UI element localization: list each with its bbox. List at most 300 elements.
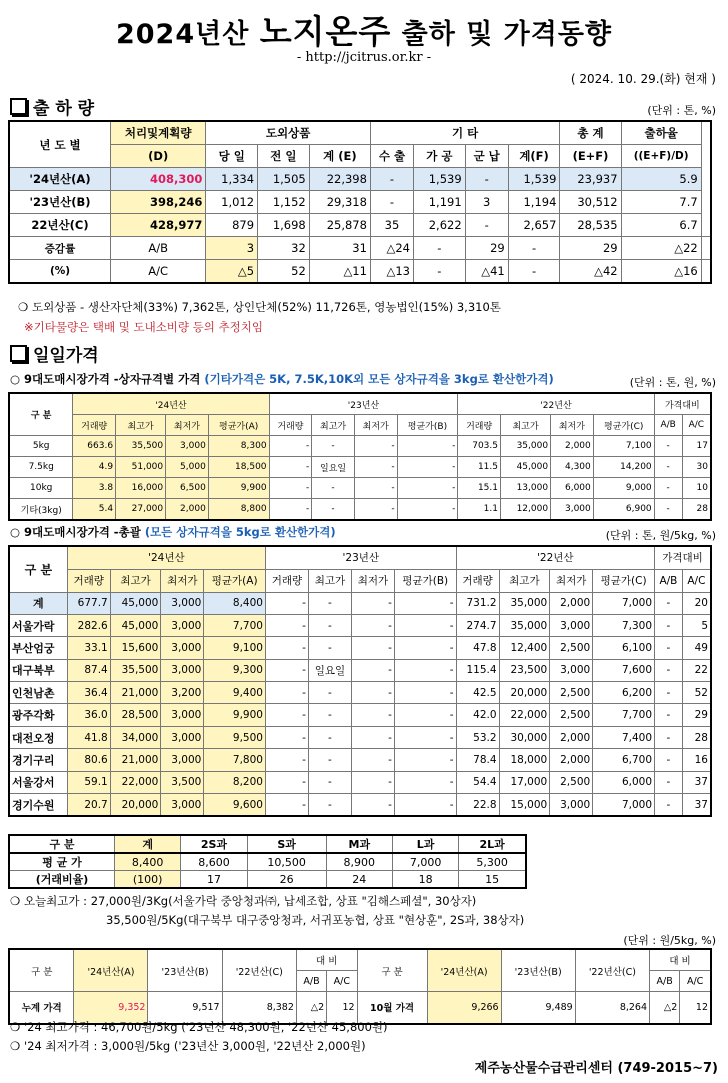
table-cell: 3,200 xyxy=(161,682,204,704)
table-cell: - xyxy=(397,457,458,478)
col-plan-d: (D) xyxy=(111,145,206,168)
table-cell: A/B xyxy=(111,237,206,260)
table-cell: 731.2 xyxy=(456,592,499,614)
col-year: 년 도 별 xyxy=(9,121,111,168)
table-cell: 거래량 xyxy=(458,415,501,436)
table-cell: 2,000 xyxy=(551,436,594,457)
table-cell: 최고가 xyxy=(308,569,351,592)
table-cell: 최고가 xyxy=(501,415,551,436)
table-cell: 18 xyxy=(392,871,458,889)
cumulative-price-table xyxy=(8,948,712,1025)
table-cell: △42 xyxy=(560,260,621,284)
col-gagong: 가 공 xyxy=(413,145,465,168)
table-cell: - xyxy=(655,614,683,636)
table-cell: 8,400 xyxy=(114,853,180,871)
header-row xyxy=(9,393,711,415)
table-cell: - xyxy=(654,478,682,499)
box-price-title: ○ 9대도매시장가격 -상자규격별 가격 (기타가격은 5K, 7.5K,10K외 모든 상자규격을 3kg로 환산한가격) xyxy=(10,372,554,386)
table-cell: 59.1 xyxy=(67,771,110,793)
table-cell: 35,000 xyxy=(499,614,550,636)
min-price-note: ❍ '24 최저가격 : 3,000원/5kg ('23년산 3,000원, '22년산 2,000원) xyxy=(10,1039,366,1053)
table-cell: 35,000 xyxy=(499,592,550,614)
table-cell: 879 xyxy=(206,214,258,237)
size-price-table xyxy=(8,834,527,889)
table-cell: A/B xyxy=(655,569,683,592)
table-cell: 9,100 xyxy=(204,637,266,659)
table-cell: 거래량 xyxy=(456,569,499,592)
market-price-table xyxy=(8,545,712,817)
table-cell: - xyxy=(312,499,355,521)
table-cell: 22,398 xyxy=(309,168,370,191)
table-cell: - xyxy=(265,592,308,614)
table-cell: 20,000 xyxy=(110,794,161,817)
table-cell: 2,500 xyxy=(550,771,593,793)
table-cell: 9,352 xyxy=(74,992,148,1024)
table-row xyxy=(9,637,711,659)
table-cell: 5.9 xyxy=(621,168,701,191)
table-cell: 일요일 xyxy=(312,457,355,478)
table-cell: 52 xyxy=(682,682,711,704)
table-cell: 28 xyxy=(682,726,711,748)
table-cell: 33.1 xyxy=(67,637,110,659)
table-cell: 7.5kg xyxy=(9,457,73,478)
table-cell: 구 분 xyxy=(9,949,74,992)
table-cell: 18,500 xyxy=(208,457,269,478)
table-row xyxy=(9,436,711,457)
table-cell: 구 분 xyxy=(9,393,73,436)
table-cell: - xyxy=(508,237,560,260)
table-row xyxy=(9,749,711,771)
col-dowoe: 도외상품 xyxy=(206,121,371,145)
table-cell: '24년산 xyxy=(67,546,265,569)
col-rate-f: ((E+F)/D) xyxy=(621,145,701,168)
table-cell: 3,000 xyxy=(551,499,594,521)
table-cell: - xyxy=(265,637,308,659)
table-cell: 17 xyxy=(181,871,247,889)
table-cell: - xyxy=(308,794,351,817)
table-cell: 7,600 xyxy=(593,659,655,681)
table-cell: - xyxy=(655,592,683,614)
table-cell: 1,152 xyxy=(258,191,310,214)
table-cell: 7,800 xyxy=(204,749,266,771)
table-cell: 서울강서 xyxy=(9,771,67,793)
table-cell: - xyxy=(394,682,456,704)
table-cell: - xyxy=(394,704,456,726)
table-cell: '23년산 xyxy=(269,393,458,415)
table-cell: 115.4 xyxy=(456,659,499,681)
table-row xyxy=(9,614,711,636)
table-cell: '22년산 xyxy=(458,393,654,415)
max-price-note: ❍ '24 최고가격 : 46,700원/5kg ('23년산 48,300원, '22년산 45,800원) xyxy=(10,1020,388,1034)
table-cell: 45,000 xyxy=(110,614,161,636)
table-cell: 대 비 xyxy=(296,949,357,971)
table-cell: 7,300 xyxy=(593,614,655,636)
table-cell: 13,000 xyxy=(501,478,551,499)
table-cell: - xyxy=(654,457,682,478)
table-cell: 1,539 xyxy=(413,168,465,191)
table-cell: 7,700 xyxy=(593,704,655,726)
table-cell: 51,000 xyxy=(116,457,166,478)
table-cell: - xyxy=(265,682,308,704)
table-cell: 1,191 xyxy=(413,191,465,214)
table-cell: 4,300 xyxy=(551,457,594,478)
table-cell: 37 xyxy=(682,771,711,793)
table-cell: - xyxy=(370,168,413,191)
table-cell: 22.8 xyxy=(456,794,499,817)
table-cell: 8,900 xyxy=(326,853,392,871)
table-cell: 평균가(C) xyxy=(593,415,654,436)
table-cell: 평균가(A) xyxy=(204,569,266,592)
table-cell: 4.9 xyxy=(73,457,116,478)
table-cell: 36.4 xyxy=(67,682,110,704)
table-cell: 8,382 xyxy=(222,992,296,1024)
table-cell: - xyxy=(654,499,682,521)
col-suchul: 수 출 xyxy=(370,145,413,168)
table-cell: 1,505 xyxy=(258,168,310,191)
table-cell: 32 xyxy=(258,237,310,260)
site-url[interactable]: - http://jcitrus.or.kr - xyxy=(296,50,432,65)
table-cell: 3 xyxy=(206,237,258,260)
today-max-note-2: 35,500원/5Kg(대구북부 대구중앙청과, 서귀포농협, 상표 "현상훈", 2S과, 38상자) xyxy=(106,913,525,927)
table-cell: '23년산(B) xyxy=(9,191,111,214)
table-cell: 최저가 xyxy=(351,569,394,592)
table-cell: 15 xyxy=(459,871,526,889)
daily-heading: 일일가격 xyxy=(10,341,99,366)
table-cell: '23년산(B) xyxy=(148,949,222,992)
table-cell: - xyxy=(354,478,397,499)
table-cell: 80.6 xyxy=(67,749,110,771)
table-cell: 7,700 xyxy=(204,614,266,636)
table-row xyxy=(9,592,711,614)
table-cell: - xyxy=(308,726,351,748)
table-cell: 5kg xyxy=(9,436,73,457)
table-cell: 가격대비 xyxy=(654,393,711,415)
table-cell: - xyxy=(351,592,394,614)
table-cell: 9,300 xyxy=(204,659,266,681)
table-cell: (거래비율) xyxy=(9,871,114,889)
table-cell: 3,000 xyxy=(550,794,593,817)
table-cell: 10월 가격 xyxy=(357,992,427,1024)
table-cell: 경기구리 xyxy=(9,749,67,771)
table-cell: 45,000 xyxy=(110,592,161,614)
table-cell: 평 균 가 xyxy=(9,853,114,871)
table-cell: 20.7 xyxy=(67,794,110,817)
table-cell: 최저가 xyxy=(161,569,204,592)
table-cell: A/C xyxy=(682,569,711,592)
table-row xyxy=(9,853,526,871)
table-cell: 677.7 xyxy=(67,592,110,614)
table-cell: - xyxy=(394,794,456,817)
table-cell: 3,000 xyxy=(161,794,204,817)
table-cell: L과 xyxy=(392,835,458,853)
table-row xyxy=(9,168,711,191)
table-cell: 1,334 xyxy=(206,168,258,191)
table-row xyxy=(9,214,711,237)
col-total: 총 계 xyxy=(560,121,621,145)
table-cell: 7.7 xyxy=(621,191,701,214)
table-cell: 3,000 xyxy=(161,749,204,771)
table-cell: '23년산 xyxy=(265,546,456,569)
table-cell: 28,535 xyxy=(560,214,621,237)
table-cell: - xyxy=(308,614,351,636)
table-cell: 10 xyxy=(682,478,711,499)
table-row xyxy=(9,704,711,726)
table-cell: 거래량 xyxy=(265,569,308,592)
table-cell: - xyxy=(655,794,683,817)
table-cell: 23,937 xyxy=(560,168,621,191)
table-cell: 5,300 xyxy=(459,853,526,871)
table-cell: - xyxy=(308,637,351,659)
table-cell: 9,500 xyxy=(204,726,266,748)
shipment-estimate-note: ※기타물량은 택배 및 도내소비량 등의 추정치임 xyxy=(24,320,263,334)
table-row xyxy=(9,237,711,260)
checkbox-icon xyxy=(10,98,27,115)
table-cell: 일요일 xyxy=(308,659,351,681)
table-cell: - xyxy=(354,499,397,521)
table-cell: 계 xyxy=(114,835,180,853)
table-cell: - xyxy=(269,436,312,457)
table-cell: 28 xyxy=(682,499,711,521)
table-cell: 10kg xyxy=(9,478,73,499)
table-cell: 최고가 xyxy=(312,415,355,436)
table-cell: 구 분 xyxy=(357,949,427,992)
table-cell: 거래량 xyxy=(269,415,312,436)
table-cell: △16 xyxy=(621,260,701,284)
table-cell: △13 xyxy=(370,260,413,284)
table-cell: 29,318 xyxy=(309,191,370,214)
table-cell: 5.4 xyxy=(73,499,116,521)
table-cell: 27,000 xyxy=(116,499,166,521)
table-cell: 구 분 xyxy=(9,546,67,592)
table-cell: - xyxy=(308,592,351,614)
table-cell: △5 xyxy=(206,260,258,284)
table-cell: - xyxy=(413,237,465,260)
table-row xyxy=(9,794,711,817)
table-cell: 1.1 xyxy=(458,499,501,521)
table-cell: 6,200 xyxy=(593,682,655,704)
table-cell: 광주각화 xyxy=(9,704,67,726)
table-cell: 428,977 xyxy=(111,214,206,237)
table-cell: 3,000 xyxy=(161,592,204,614)
table-cell: 29 xyxy=(465,237,508,260)
table-cell: △41 xyxy=(465,260,508,284)
table-cell: 15,600 xyxy=(110,637,161,659)
table-cell: 평균가(B) xyxy=(397,415,458,436)
table-cell: - xyxy=(351,659,394,681)
table-cell: 거래량 xyxy=(67,569,110,592)
table-cell: 2,657 xyxy=(508,214,560,237)
table-cell: - xyxy=(655,726,683,748)
table-cell: 6,500 xyxy=(166,478,209,499)
table-cell: - xyxy=(265,749,308,771)
table-cell: 18,000 xyxy=(499,749,550,771)
table-cell: 30,512 xyxy=(560,191,621,214)
table-cell: 398,246 xyxy=(111,191,206,214)
table-cell: 대 비 xyxy=(650,949,711,971)
table-cell: 가격대비 xyxy=(655,546,711,569)
box-price-table xyxy=(8,392,712,521)
footer-center: 제주농산물수급관리센터 (749-2015~7) xyxy=(474,1061,718,1076)
table-cell: 87.4 xyxy=(67,659,110,681)
table-cell: - xyxy=(351,614,394,636)
table-cell: - xyxy=(397,499,458,521)
table-cell: 14,200 xyxy=(593,457,654,478)
table-cell: 42.5 xyxy=(456,682,499,704)
table-cell: '22년산(C) xyxy=(575,949,649,992)
table-cell: - xyxy=(265,726,308,748)
page-title: 2024년산 노지온주 출하 및 가격동향 xyxy=(115,12,612,51)
table-row xyxy=(9,457,711,478)
table-cell: - xyxy=(269,457,312,478)
table-cell: 누계 가격 xyxy=(9,992,74,1024)
table-cell: 41.8 xyxy=(67,726,110,748)
table-cell: - xyxy=(265,704,308,726)
table-cell: - xyxy=(269,478,312,499)
table-cell: 1,012 xyxy=(206,191,258,214)
table-cell: - xyxy=(655,682,683,704)
header-row xyxy=(9,949,711,971)
table-cell xyxy=(701,237,711,260)
table-cell: - xyxy=(351,749,394,771)
table-cell: 12,000 xyxy=(501,499,551,521)
table-cell: 평균가(A) xyxy=(208,415,269,436)
table-cell: 42.0 xyxy=(456,704,499,726)
table-cell: A/B xyxy=(650,971,680,992)
table-cell: 8,264 xyxy=(575,992,649,1024)
table-cell: 16,000 xyxy=(116,478,166,499)
table-cell: 37 xyxy=(682,794,711,817)
table-cell: 2S과 xyxy=(181,835,247,853)
header-row xyxy=(9,569,711,592)
table-cell: 거래량 xyxy=(73,415,116,436)
table-cell: A/B xyxy=(296,971,326,992)
table-cell: - xyxy=(465,214,508,237)
table-cell: 10,500 xyxy=(247,853,326,871)
table-cell: - xyxy=(655,659,683,681)
shipment-table xyxy=(8,120,712,284)
table-cell: - xyxy=(413,260,465,284)
table-row xyxy=(9,726,711,748)
table-cell: 12,400 xyxy=(499,637,550,659)
col-gunnap: 군 납 xyxy=(465,145,508,168)
table-cell: 부산엄궁 xyxy=(9,637,67,659)
table-cell: 2,000 xyxy=(550,592,593,614)
table-cell: 5 xyxy=(682,614,711,636)
table-cell: 9,517 xyxy=(148,992,222,1024)
table-cell: 7,100 xyxy=(593,436,654,457)
table-cell: 9,400 xyxy=(204,682,266,704)
table-cell: 20 xyxy=(682,592,711,614)
table-cell: - xyxy=(394,592,456,614)
table-row xyxy=(9,191,711,214)
table-cell: 52 xyxy=(258,260,310,284)
table-cell: - xyxy=(394,726,456,748)
table-cell: 26 xyxy=(247,871,326,889)
table-cell: 3,000 xyxy=(161,704,204,726)
table-cell: - xyxy=(397,436,458,457)
table-cell: - xyxy=(351,726,394,748)
table-cell: - xyxy=(394,614,456,636)
table-cell: 9,489 xyxy=(501,992,575,1024)
table-cell: △2 xyxy=(296,992,326,1024)
table-cell: △2 xyxy=(650,992,680,1024)
table-cell: 3,000 xyxy=(166,436,209,457)
table-cell: - xyxy=(265,614,308,636)
col-gita: 기 타 xyxy=(370,121,559,145)
table-cell: 2,500 xyxy=(550,682,593,704)
table-cell: 증감률 xyxy=(9,237,111,260)
table-cell: 인천남촌 xyxy=(9,682,67,704)
table-cell: '24년산(A) xyxy=(9,168,111,191)
table-cell: 21,000 xyxy=(110,749,161,771)
table-cell: 계 xyxy=(9,592,67,614)
table-cell: 54.4 xyxy=(456,771,499,793)
table-cell: 663.6 xyxy=(73,436,116,457)
table-cell: 12 xyxy=(327,992,357,1024)
table-cell: - xyxy=(351,704,394,726)
table-row xyxy=(9,871,526,889)
table-cell: 274.7 xyxy=(456,614,499,636)
table-cell: - xyxy=(394,771,456,793)
table-cell: - xyxy=(655,637,683,659)
table-cell: 3,000 xyxy=(550,614,593,636)
table-cell: - xyxy=(654,436,682,457)
header-row xyxy=(9,546,711,569)
table-cell: '24년산(A) xyxy=(74,949,148,992)
table-cell: 2,000 xyxy=(166,499,209,521)
table-cell: M과 xyxy=(326,835,392,853)
table-cell: 2,000 xyxy=(550,726,593,748)
table-cell: - xyxy=(308,771,351,793)
table-cell: 3,000 xyxy=(161,614,204,636)
table-cell: A/C xyxy=(680,971,711,992)
table-cell: - xyxy=(370,191,413,214)
table-cell: 282.6 xyxy=(67,614,110,636)
table-cell: 3 xyxy=(465,191,508,214)
header-row xyxy=(9,415,711,436)
table-row xyxy=(9,478,711,499)
table-cell: 30,000 xyxy=(499,726,550,748)
table-cell: 35,500 xyxy=(116,436,166,457)
table-cell: 서울가락 xyxy=(9,614,67,636)
table-row xyxy=(9,499,711,521)
table-cell: 1,698 xyxy=(258,214,310,237)
report-date: ( 2024. 10. 29.(화) 현재 ) xyxy=(570,72,716,86)
table-cell xyxy=(701,260,711,284)
col-gye-e: 계 (E) xyxy=(309,145,370,168)
table-cell: 17,000 xyxy=(499,771,550,793)
table-cell: 3,000 xyxy=(161,726,204,748)
table-cell: 평균가(C) xyxy=(593,569,655,592)
table-cell: 7,000 xyxy=(392,853,458,871)
table-cell: 16 xyxy=(682,749,711,771)
table-cell: A/C xyxy=(327,971,357,992)
shipment-note: ❍ 도외상품 - 생산자단체(33%) 7,362톤, 상인단체(52%) 11,726톤, 영농법인(15%) 3,310톤 xyxy=(18,300,501,314)
table-cell: - xyxy=(351,771,394,793)
table-cell: 8,300 xyxy=(208,436,269,457)
table-cell: 최고가 xyxy=(499,569,550,592)
table-cell: 2,500 xyxy=(550,704,593,726)
table-cell: 경기수원 xyxy=(9,794,67,817)
table-cell: - xyxy=(655,704,683,726)
table-cell: 49 xyxy=(682,637,711,659)
table-cell: '23년산(B) xyxy=(501,949,575,992)
table-row xyxy=(9,682,711,704)
table-cell: 8,600 xyxy=(181,853,247,871)
table-cell: 25,878 xyxy=(309,214,370,237)
market-price-title: ○ 9대도매시장가격 -총괄 (모든 상자규격을 5kg로 환산한가격) xyxy=(10,525,336,539)
table-cell: 35 xyxy=(370,214,413,237)
